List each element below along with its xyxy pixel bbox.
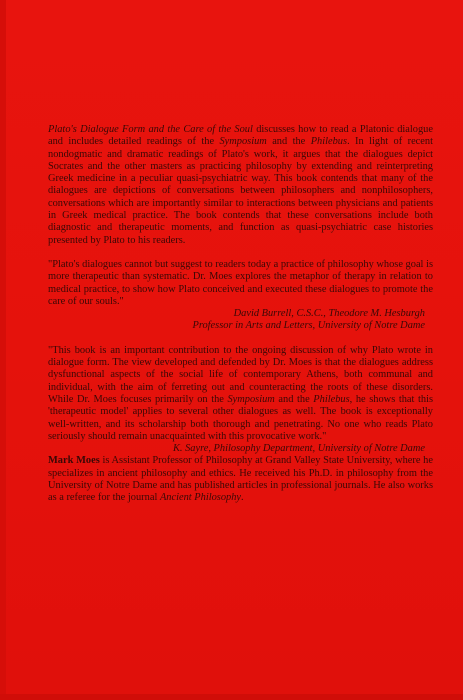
author-bio: Mark Moes is Assistant Professor of Philosophy at Grand Valley State University, where he specializes in ancient philosophy and ethics. He received his Ph.D. in philosophy from the University of Notre Dame and has published articles in professional journals. He also works as a referee for the journal Ancient Philosophy.: [48, 455, 433, 504]
endorsement-attribution: K. Sayre, Philosophy Department, University of Notre Dame: [172, 443, 425, 455]
book-description: Plato's Dialogue Form and the Care of the Soul discusses how to read a Platonic dialogue and includes detailed readings of the Symposium and the Philebus. In light of recent nondogmatic and dramatic readings of Plato's work, it argues that the dialogues depict Socrates and the other masters as practicing philosophy by extending and reinterpreting Greek medicine in a peculiar quasi-psychiatric way. This book contends that many of the dialogues are depictions of conversations between philosophers and nonphilosophers, conversations which are importantly similar to interactions between physicians and patients in Greek medical practice. The book contends that these conversations include both diagnostic and therapeutic moments, and function as quasi-psychiatric case histories presented by Plato to his readers.: [48, 124, 433, 246]
bottom-edge: [0, 694, 463, 700]
endorsement-text: "Plato's dialogues cannot but suggest to readers today a practice of philosophy whose goal is more therapeutic than systematic. Dr. Moes explores the metaphor of therapy in relation to medical practice, to show how Plato conceived and executed these dialogues to promote the care of our souls.": [48, 258, 433, 307]
back-cover-text: [48, 124, 433, 505]
endorsement-text: "This book is an important contribution to the ongoing discussion of why Plato wrote in dialogue form. The view developed and defended by Dr. Moes is that the dialogues address dysfunctional aspects of the social life of contemporary Athens, both communal and individual, with the aim of ferreting out and counteracting the roots of these disorders. While Dr. Moes focuses primarily on the Symposium and the Philebus, he shows that this 'therapeutic model' applies to several other dialogues as well. The book is exceptionally well-written, and its scholarship both thorough and penetrating. No one who reads Plato seriously should remain unacquainted with this provocative work.": [48, 344, 433, 442]
spine-edge: [0, 0, 6, 700]
endorsement-attribution-title: Professor in Arts and Letters, University of Notre Dame: [192, 320, 425, 332]
endorsement-attribution: David Burrell, C.S.C., Theodore M. Hesburgh: [233, 308, 425, 320]
book-title: Plato's Dialogue Form and the Care of the Soul: [48, 124, 253, 135]
author-name: Mark Moes: [48, 455, 100, 467]
endorsement-burrell: [48, 259, 433, 333]
endorsement-sayre: [48, 345, 433, 456]
